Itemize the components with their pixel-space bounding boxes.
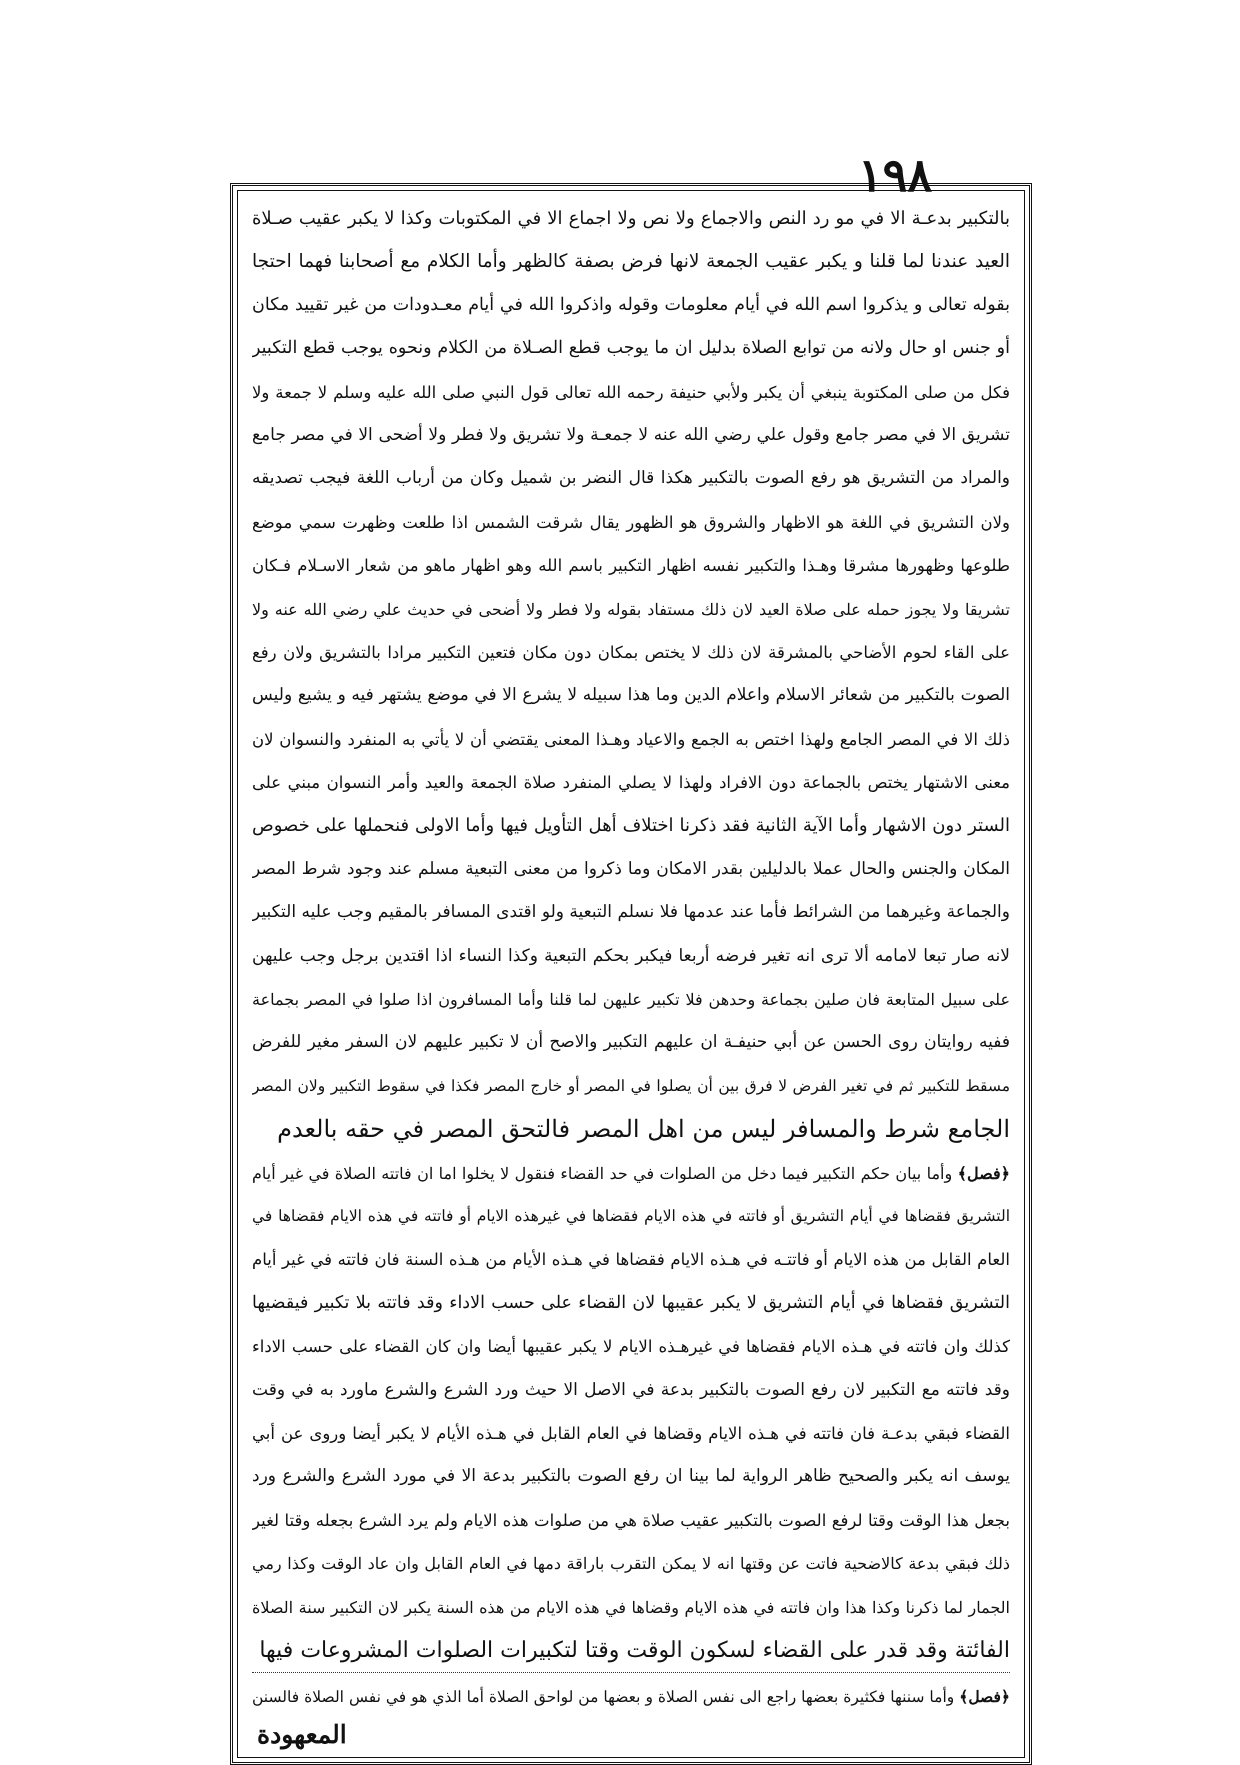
text-line: الصوت بالتكبير من شعائر الاسلام واعلام الدين وما هذا سبيله لا يشرع الا في موضع يشتهر فيه و يشيع وليس [252,685,1010,706]
text-line: معنى الاشتهار يختص بالجماعة دون الافراد ولهذا لا يصلي المنفرد صلاة الجمعة والعيد وأمر النسوان مبني على [252,773,1010,793]
text-line: ففيه روايتان روى الحسن عن أبي حنيفـة ان عليهم التكبير والاصح أن لا تكبير عليهم لان السفر مغير للفرض [252,1032,1010,1053]
text-body [237,190,1025,1758]
text-line: العام القابل من هذه الايام أو فاتتـه في هـذه الايام فقضاها في هـذه الأيام من هـذه السنة فان فاتته في غير أيام [252,1250,1010,1270]
section-heading: ﴿فصل﴾ [959,1687,1010,1707]
text-line: التشريق فقضاها في أيام التشريق لا يكبر عقيبها لان القضاء على حسب الاداء وقد فاتته بلا تكبير فيقضيها [252,1292,1010,1313]
text-line: بقوله تعالى و يذكروا اسم الله في أيام معلومات وقوله واذكروا الله في أيام معـدودات من غير تقييد مكان [252,294,1010,315]
text-line: الجمار لما ذكرنا وكذا هذا وان فاتته في هذه الايام وقضاها في هذه الايام من هذه السنة يكبر لان التكبير سنة الصلاة [252,1597,1010,1617]
text-line: أو جنس او حال ولانه من توابع الصلاة بدليل ان ما يوجب قطع الصـلاة من الكلام ونحوه يوجب قطع التكبير [252,338,1010,359]
section-first-line [252,1675,1010,1718]
text-line: العيد عندنا لما قلنا و يكبر عقيب الجمعة لانها فرض بصفة كالظهر وأما الكلام مع أصحابنا فهما احتجا [252,251,1010,273]
text-line: وقد فاتته مع التكبير لان رفع الصوت بالتكبير بدعة في الاصل الا حيث ورد الشرع والشرع ماورد به في وقت [252,1379,1010,1400]
text-line: كذلك وان فاتته في هـذه الايام فقضاها في غيرهـذه الايام لا يكبر عقيبها أيضا وان كان القضاء على حسب الاداء [252,1337,1010,1357]
text-line: والجماعة وغيرهما من الشرائط فأما عند عدمها فلا نسلم التبعية ولو اقتدى المسافر بالمقيم وجب عليه التكبير [252,902,1010,923]
catchword: المعهودة [257,1720,347,1749]
text-line: والمراد من التشريق هو رفع الصوت بالتكبير هكذا قال النضر بن شميل وكان من أرباب اللغة فيجب تصديقه [252,468,1010,489]
text-line: فكل من صلى المكتوبة ينبغي أن يكبر ولأبي حنيفة رحمه الله تعالى قول النبي صلى الله عليه وسلم لا جمعة ولا [252,382,1010,402]
text-frame [230,183,1032,1765]
text-line: الفائتة وقد قدر على القضاء لسكون الوقت وقتا لتكبيرات الصلوات المشروعات فيها [259,1637,1010,1663]
section-heading: ﴿فصل﴾ [957,1163,1010,1183]
text-line: على القاء لحوم الأضاحي بالمشرقة لان ذلك لا يختص بمكان دون مكان فتعين التكبير مرادا بالتشريق ولان رفع [252,642,1010,662]
text-line: مسقط للتكبير ثم في تغير الفرض لا فرق بين أن يصلوا في المصر أو خارج المصر فكذا في سقوط التكبير ولان المصر [252,1076,1010,1095]
text-line: القضاء فبقي بدعـة فان فاتته في هـذه الايام وقضاها في العام القابل في هـذه الأيام لا يكبر أيضا وروى عن أبي [252,1423,1010,1443]
text-line: الجامع شرط والمسافر ليس من اهل المصر فالتحق المصر في حقه بالعدم [277,1115,1010,1144]
text-line: بجعل هذا الوقت وقتا لرفع الصوت بالتكبير عقيب صلاة هي من صلوات هذه الايام ولم يرد الشرع بجعله وقتا لغير [252,1510,1010,1530]
section-text: وأما سننها فكثيرة بعضها راجع الى نفس الصلاة و بعضها من لواحق الصلاة أما الذي هو في نفس الصلاة فالسنن [252,1688,955,1707]
text-line: يوسف انه يكبر والصحيح ظاهر الرواية لما بينا ان رفع الصوت بالتكبير بدعة الا في مورد الشرع والشرع ورد [252,1466,1010,1487]
section-text: وأما بيان حكم التكبير فيما دخل من الصلوات في حد القضاء فنقول لا يخلوا اما ان فاتته الصلاة في غير أيام [252,1163,953,1183]
text-line: بالتكبير بدعـة الا في مو رد النص والاجماع ولا نص ولا اجماع الا في المكتوبات وكذا لا يكبر عقيب صـلاة [252,208,1010,229]
text-line: المكان والجنس والحال عملا بالدليلين بقدر الامكان وما ذكروا من معنى التبعية مسلم عند وجود شرط المصر [252,858,1010,879]
section-first-line [252,1152,1010,1195]
text-line: التشريق فقضاها في أيام التشريق أو فاتته في هذه الايام فقضاها في غيرهذه الايام أو فاتته في هذه الايام فقضاها في [252,1206,1010,1225]
text-line: تشريقا ولا يجوز حمله على صلاة العيد لان ذلك مستفاد بقوله ولا فطر ولا أضحى في حديث علي رضي الله عنه ولا [252,599,1010,619]
page-number: ١٩٨ [857,148,933,202]
text-line: طلوعها وظهورها مشرقا وهـذا والتكبير نفسه اظهار التكبير باسم الله وهو اظهار ماهو من شعار الاسـلام فـكان [252,556,1010,576]
text-line: على سبيل المتابعة فان صلين بجماعة وحدهن فلا تكبير عليهن لما قلنا وأما المسافرون اذا صلوا في المصر بجماعة [252,990,1010,1010]
text-line: لانه صار تبعا لامامه ألا ترى انه تغير فرضه أربعا فيكبر بحكم التبعية وكذا النساء اذا اقتدين برجل وجب عليهن [252,945,1010,966]
text-line: الستر دون الاشهار وأما الآية الثانية فقد ذكرنا اختلاف أهل التأويل فيها وأما الاولى فنحملها على خصوص [252,815,1010,837]
text-line: ولان التشريق في اللغة هو الاظهار والشروق هو الظهور يقال شرقت الشمس اذا طلعت وظهرت سمي موضع [252,512,1010,532]
text-line: ذلك الا في المصر الجامع ولهذا اختص به الجمع والاعياد وهـذا المعنى يقتضي أن لا يأتي به المنفرد والنسوان لان [252,729,1010,749]
text-line: ذلك فبقي بدعة كالاضحية فاتت عن وقتها انه لا يمكن التقرب باراقة دمها في العام القابل وان عاد الوقت وكذا رمي [252,1554,1010,1574]
text-line: تشريق الا في مصر جامع وقول علي رضي الله عنه لا جمعـة ولا تشريق ولا فطر ولا أضحى الا في مصر جامع [252,424,1010,445]
